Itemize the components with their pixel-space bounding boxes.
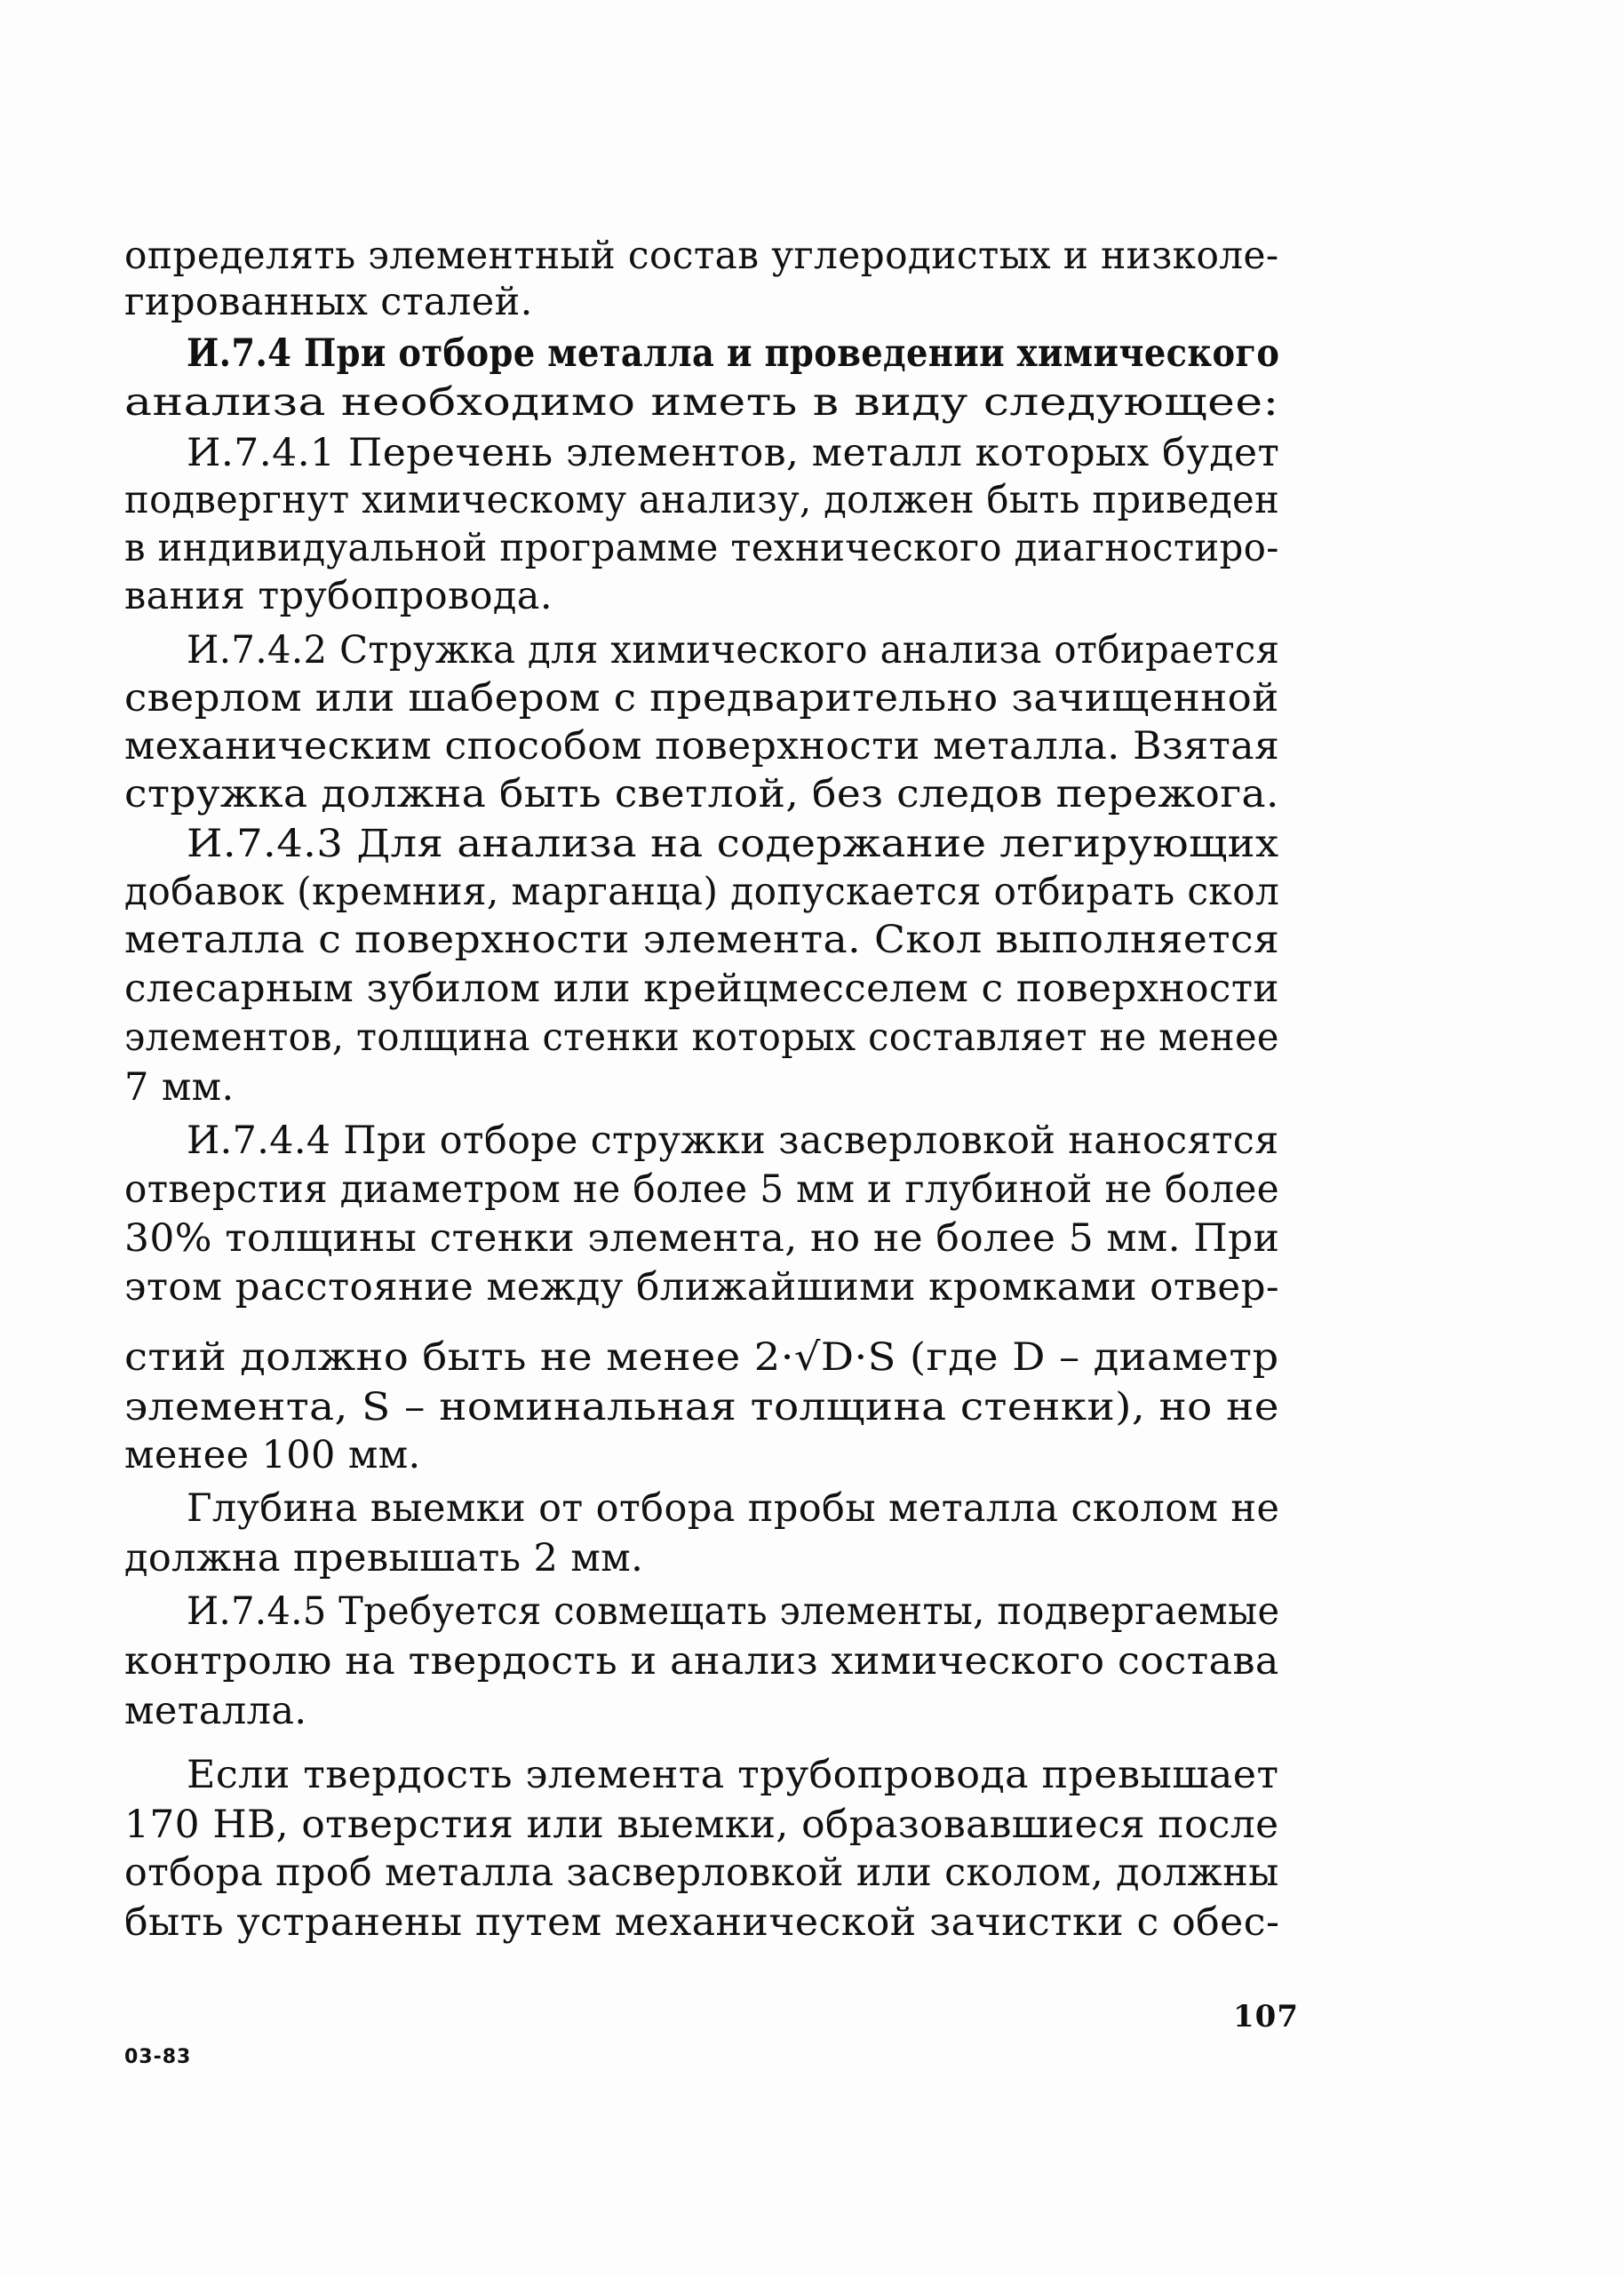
text-line: отбора проб металла засверловкой или сколом, должны	[124, 1851, 1279, 1895]
text-line: подвергнут химическому анализу, должен быть приведен	[124, 478, 1280, 522]
text-line: сверлом или шабером с предварительно зачищенной	[124, 676, 1279, 721]
text-line: определять элементный состав углеродистых и низколе-	[124, 234, 1279, 278]
formula-line: стий должно быть не менее 2·√D·S (где D – диаметр	[124, 1335, 1279, 1380]
text-line: элементов, толщина стенки которых составляет не менее	[124, 1015, 1279, 1060]
text-line: И.7.4.2 Стружка для химического анализа отбирается	[187, 628, 1280, 673]
text-line: слесарным зубилом или крейцмесселем с поверхности	[124, 967, 1279, 1011]
text-line: Если твердость элемента трубопровода превышает	[187, 1753, 1279, 1797]
text-line: механическим способом поверхности металла. Взятая	[124, 724, 1280, 768]
text-line: 170 НВ, отверстия или выемки, образовавшиеся после	[124, 1803, 1279, 1847]
section-heading: И.7.4 При отборе металла и проведении химического	[187, 331, 1280, 376]
text-line: И.7.4.1 Перечень элементов, металл которых будет	[187, 431, 1280, 475]
text-line: вания трубопровода.	[124, 574, 553, 618]
text-line: отверстия диаметром не более 5 мм и глубиной не более	[124, 1167, 1280, 1212]
text-line: 30% толщины стенки элемента, но не более 5 мм. При	[124, 1216, 1280, 1261]
text-line: элемента, S – номинальная толщина стенки), но не	[124, 1385, 1279, 1429]
text-line: быть устранены путем механической зачистки с обес-	[124, 1900, 1280, 1945]
text-line: анализа необходимо иметь в виду следующее:	[124, 380, 1279, 425]
text-line: должна превышать 2 мм.	[124, 1536, 644, 1580]
text-line: стружка должна быть светлой, без следов пережога.	[124, 772, 1279, 816]
text-line: добавок (кремния, марганца) допускается отбирать скол	[124, 870, 1280, 914]
text-line: металла с поверхности элемента. Скол выполняется	[124, 918, 1280, 962]
text-line: И.7.4.3 Для анализа на содержание легирующих	[187, 822, 1279, 866]
text-line: в индивидуальной программе технического диагностиро-	[124, 526, 1279, 570]
text-line: И.7.4.5 Требуется совмещать элементы, подвергаемые	[187, 1589, 1280, 1634]
document-code: 03-83	[124, 2046, 192, 2068]
text-line: Глубина выемки от отбора пробы металла сколом не	[187, 1486, 1280, 1531]
text-line: гированных сталей.	[124, 280, 533, 324]
text-line: 7 мм.	[124, 1065, 235, 1110]
page-number: 107	[1233, 1999, 1299, 2034]
text-line: металла.	[124, 1689, 307, 1733]
text-line: менее 100 мм.	[124, 1433, 421, 1477]
text-line: этом расстояние между ближайшими кромками отвер-	[124, 1265, 1280, 1310]
text-line: И.7.4.4 При отборе стружки засверловкой наносятся	[187, 1119, 1279, 1163]
text-line: контролю на твердость и анализ химического состава	[124, 1639, 1279, 1684]
